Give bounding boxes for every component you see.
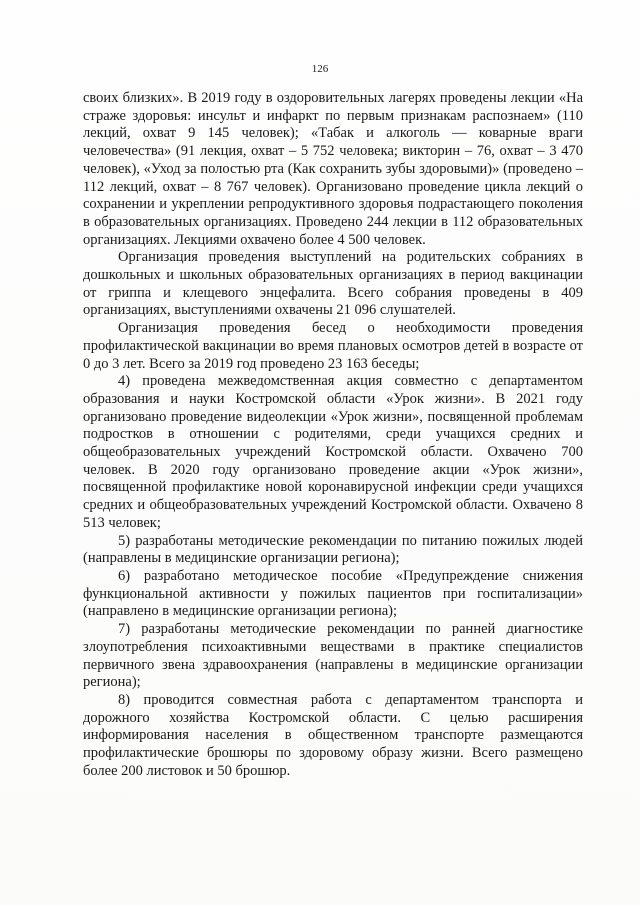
paragraph-item-5: 5) разработаны методические рекомендации по питанию пожилых людей (направлены в медицинские организации региона); bbox=[83, 532, 583, 567]
paragraph-vaccination-talks: Организация проведения бесед о необходимости проведения профилактической вакцинации во время плановых осмотров детей в возрасте от 0 до 3 лет. Всего за 2019 год проведено 23 163 беседы; bbox=[83, 320, 583, 372]
paragraph-item-4: 4) проведена межведомственная акция совместно с департаментом образования и науки Костромской области «Урок жизни». В 2021 году организовано проведение видеолекции «Урок жизни», посвященной проблемам подростков в отношении с родителями, среди учащихся средних и общеобразовательных учреждений Костромской области. Охвачено 700 человек. В 2020 году организовано проведение акции «Урок жизни», посвященной профилактике новой коронавирусной инфекции среди учащихся средних и общеобразовательных учреждений Костромской области. Охвачено 8 513 человек; bbox=[83, 373, 583, 531]
page-number: 126 bbox=[311, 63, 329, 75]
document-body bbox=[83, 90, 583, 780]
paragraph-item-6: 6) разработано методическое пособие «Предупреждение снижения функциональной активности у пожилых пациентов при госпитализации» (направлено в медицинские организации региона); bbox=[83, 567, 583, 620]
paragraph-item-7: 7) разработаны методические рекомендации по ранней диагностике злоупотребления психоактивными веществами в практике специалистов первичного звена здравоохранения (направлены в медицинские организации региона); bbox=[83, 621, 583, 691]
paragraph-item-8: 8) проводится совместная работа с департаментом транспорта и дорожного хозяйства Костромской области. С целью расширения информирования населения в общественном транспорте размещаются профилактические брошюры по здоровому образу жизни. Всего размещено более 200 листовок и 50 брошюр. bbox=[83, 691, 583, 779]
paragraph-continuation: своих близких». В 2019 году в оздоровительных лагерях проведены лекции «На страже здоровья: инсульт и инфаркт по первым признакам распознаем» (110 лекций, охват 9 145 человек); «Табак и алкоголь — коварные враги человечества» (91 лекция, охват – 5 752 человека; викторин – 76, охват – 3 470 человек), «Уход за полостью рта (Как сохранить зубы здоровыми)» (проведено – 112 лекций, охват – 8 767 человек). Организовано проведение цикла лекций о сохранении и укреплении репродуктивного здоровья подрастающего поколения в образовательных организациях. Проведено 244 лекции в 112 образовательных организациях. Лекциями охвачено более 4 500 человек. bbox=[83, 90, 583, 248]
paragraph-parent-meetings: Организация проведения выступлений на родительских собраниях в дошкольных и школьных образовательных организациях в период вакцинации от гриппа и клещевого энцефалита. Всего собрания проведены в 409 организациях, выступлениями охвачены 21 096 слушателей. bbox=[83, 249, 583, 319]
